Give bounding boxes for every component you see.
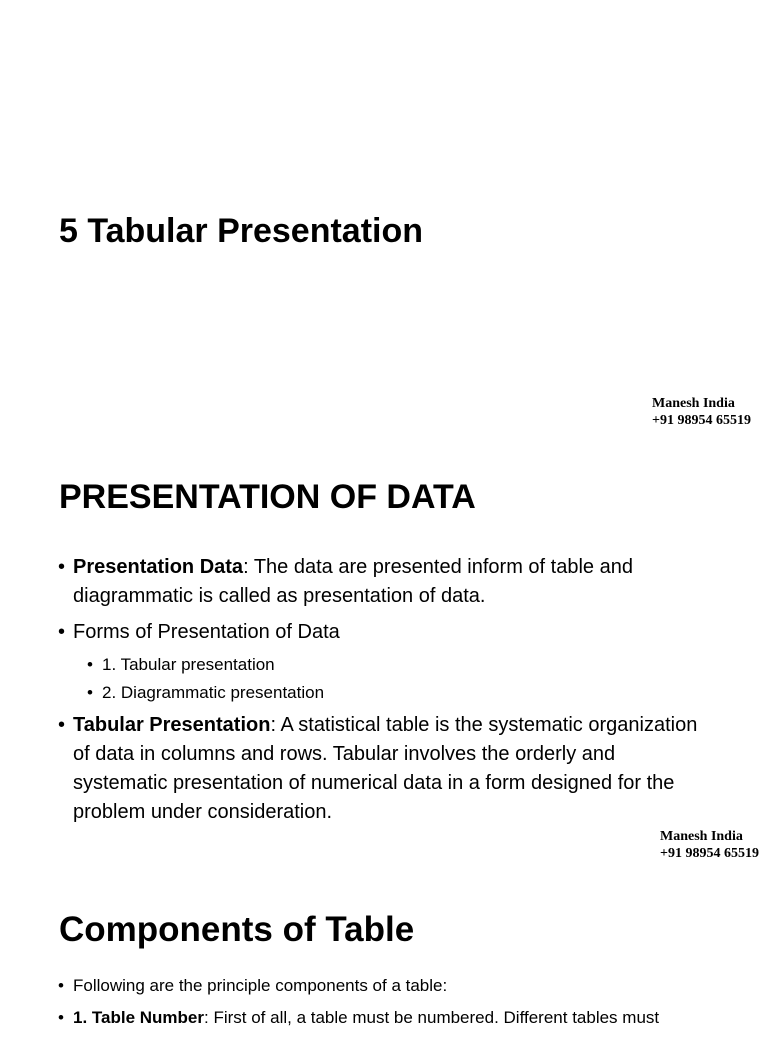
list-item <box>58 711 708 827</box>
list-item <box>58 974 748 998</box>
author-credit <box>652 395 751 429</box>
slide-title: PRESENTATION OF DATA <box>59 478 476 516</box>
slide-title: Components of Table <box>59 910 415 949</box>
sub-list-item: • 2. Diagrammatic presentation <box>87 679 708 707</box>
bullet-text: Following are the principle components of a table: <box>73 976 448 995</box>
bullet-list <box>58 553 708 834</box>
list-item <box>58 553 708 611</box>
list-item <box>58 618 708 707</box>
bullet-term: Presentation Data <box>73 556 244 578</box>
author-name: Manesh India <box>652 396 735 411</box>
bullet-text: : A statistical table is the systematic organization of data in columns and rows. Tabular involves the orderly and systematic presentation of numerical data in a form designed for the problem under consideration. <box>73 714 698 823</box>
sub-list-item: • 1. Tabular presentation <box>87 651 708 679</box>
bullet-term: 1. Table Number <box>73 1008 204 1027</box>
author-name: Manesh India <box>660 829 743 844</box>
bullet-term: Tabular Presentation <box>73 714 271 736</box>
bullet-text: Forms of Presentation of Data <box>73 621 340 643</box>
author-credit <box>660 828 759 862</box>
author-phone: +91 98954 65519 <box>652 413 751 428</box>
author-phone: +91 98954 65519 <box>660 846 759 861</box>
bullet-text: : The data are presented inform of table and diagrammatic is called as presentation of data. <box>73 556 633 607</box>
sub-bullet-list <box>73 651 708 707</box>
list-item <box>58 1006 748 1030</box>
bullet-text: : First of all, a table must be numbered. Different tables must <box>204 1008 660 1027</box>
slide-title: 5 Tabular Presentation <box>59 212 424 250</box>
bullet-list <box>58 974 748 1038</box>
